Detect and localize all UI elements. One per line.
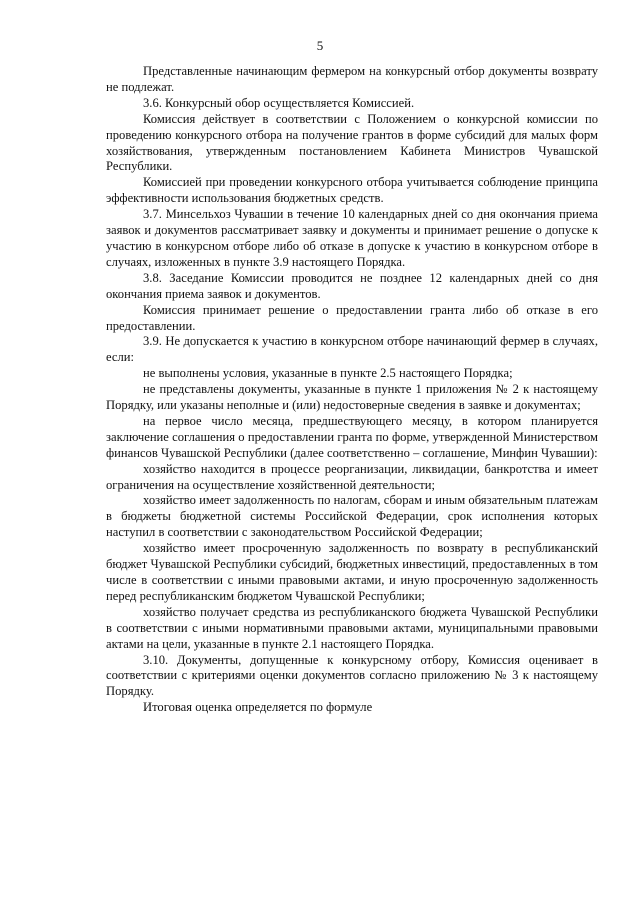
paragraph-commission-regulation: Комиссия действует в соответствии с Положением о конкурсной комиссии по проведению конкурсного отбора на получение грантов в форме субсидий для малых форм хозяйствования, утвержденным постановлением Кабинета Министров Чувашской Республики.	[106, 111, 598, 174]
paragraph-3-7: 3.7. Минсельхоз Чувашии в течение 10 календарных дней со дня окончания приема заявок и документов рассматривает заявку и документы и принимает решение о допуске к участию в конкурсном отборе либо об отказе в допуске к участию в конкурсном отборе в случаях, изложенных в пункте 3.9 настоящего Порядка.	[106, 207, 598, 269]
paragraph-first-day-of-month: на первое число месяца, предшествующего месяцу, в котором планируется заключение соглашения о предоставлении гранта по форме, утвержденной Министерством финансов Чувашской Республики (далее соответственно – соглашение, Минфин Чувашии):	[106, 413, 598, 460]
paragraph-3-6: 3.6. Конкурсный обор осуществляется Комиссией.	[143, 95, 415, 110]
paragraph-3-10: 3.10. Документы, допущенные к конкурсному отбору, Комиссия оценивает в соответствии с критериями оценки документов согласно приложению № 3 к настоящему Порядку.	[106, 652, 598, 699]
document-body	[106, 64, 598, 716]
paragraph-reorganization: хозяйство находится в процессе реорганизации, ликвидации, банкротства и имеет ограничения на осуществление хозяйственной деятельности;	[106, 461, 598, 492]
paragraph-final-score-formula: Итоговая оценка определяется по формуле	[143, 700, 373, 715]
paragraph-other-funds: хозяйство получает средства из республиканского бюджета Чувашской Республики в соответствии с иными нормативными правовыми актами, муниципальными правовыми актами на цели, указанные в пункте 2.1 настоящего Порядка.	[106, 604, 598, 651]
paragraph-documents-not-returned: Представленные начинающим фермером на конкурсный отбор документы возврату не подлежат.	[106, 64, 598, 94]
paragraph-3-8: 3.8. Заседание Комиссии проводится не позднее 12 календарных дней со дня окончания приема заявок и документов.	[106, 270, 598, 301]
paragraph-grant-decision: Комиссия принимает решение о предоставлении гранта либо об отказе в его предоставлении.	[106, 302, 598, 333]
paragraph-budget-efficiency: Комиссией при проведении конкурсного отбора учитывается соблюдение принципа эффективности использования бюджетных средств.	[106, 175, 598, 206]
page-number: 5	[316, 38, 324, 53]
paragraph-documents-missing: не представлены документы, указанные в пункте 1 приложения № 2 к настоящему Порядку, или указаны неполные и (или) недостоверные сведения в заявке и документах;	[106, 382, 598, 413]
paragraph-condition-2-5: не выполнены условия, указанные в пункте 2.5 настоящего Порядка;	[143, 366, 513, 381]
paragraph-3-9: 3.9. Не допускается к участию в конкурсном отборе начинающий фермер в случаях, если:	[106, 334, 598, 365]
paragraph-overdue-debt: хозяйство имеет просроченную задолженность по возврату в республиканский бюджет Чувашской Республики субсидий, бюджетных инвестиций, предоставленных в том числе в соответствии с иными правовыми актами, и иную просроченную задолженность перед республиканским бюджетом Чувашской Республики;	[106, 541, 598, 603]
paragraph-tax-debt: хозяйство имеет задолженность по налогам, сборам и иным обязательным платежам в бюджеты бюджетной системы Российской Федерации, срок исполнения которых наступил в соответствии с законодательством Российской Федерации;	[106, 493, 598, 540]
